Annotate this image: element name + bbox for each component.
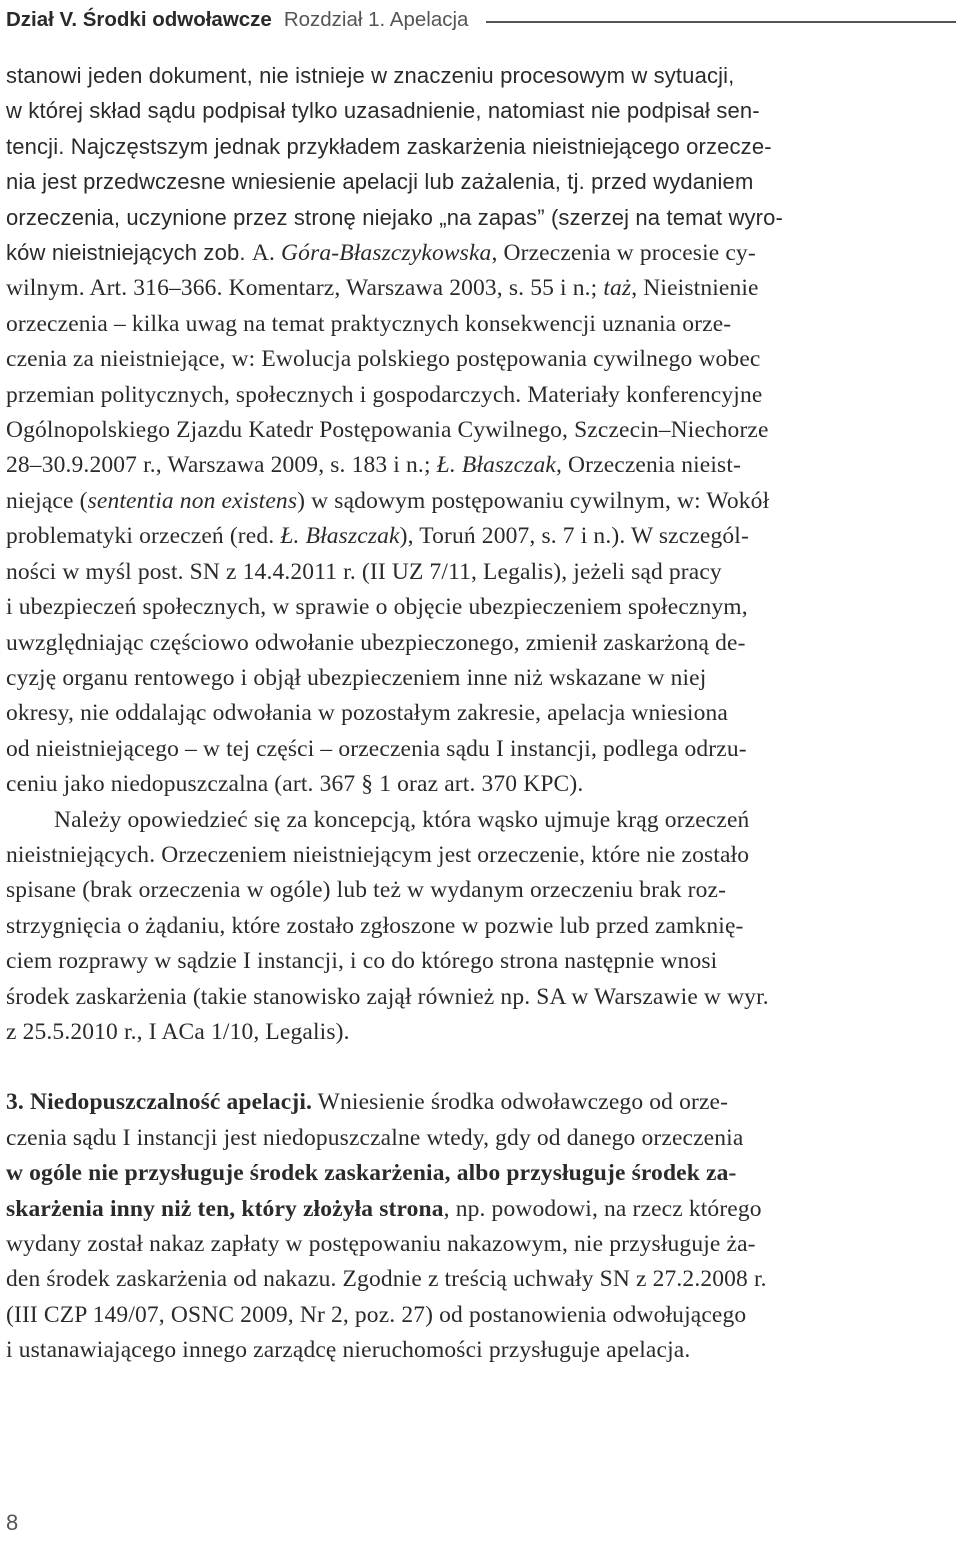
text-line: Ogólnopolskiego Zjazdu Katedr Postępowania Cywilnego, Szczecin–Niechorze [6,417,769,444]
text-line: ności w myśl post. SN z 14.4.2011 r. (II UZ 7/11, Legalis), jeżeli sąd pracy [6,558,722,585]
text-line: problematyki orzeczeń (red. Ł. Błaszczak), Toruń 2007, s. 7 i n.). W szczegól- [6,523,749,550]
running-head-rule [486,21,956,22]
text-line: czenia za nieistniejące, w: Ewolucja polskiego postępowania cywilnego wobec [6,346,761,373]
running-head [6,5,956,35]
text-line: okresy, nie oddalając odwołania w pozostałym zakresie, apelacja wniesiona [6,700,728,727]
body-text [6,58,956,1369]
running-head-chapter: Rozdział 1. Apelacja [283,8,469,31]
text-line: orzeczenia – kilka uwag na temat praktycznych konsekwencji uznania orze- [6,310,732,337]
text-line: tencji. Najczęstszym jednak przykładem zaskarżenia nieistniejącego orzecze- [6,133,772,159]
text-line: i ustanawiającego innego zarządcę nieruchomości przysługuje apelacja. [6,1337,691,1364]
text-line: skarżenia inny niż ten, który złożyła strona, np. powodowi, na rzecz którego [6,1195,762,1222]
author-name: Góra-Błaszczykowska [281,240,492,267]
text-line: spisane (brak orzeczenia w ogóle) lub też w wydanym orzeczeniu brak roz- [6,877,727,904]
text-line: nia jest przedwczesne wniesienie apelacji lub zażalenia, tj. przed wydaniem [6,169,754,195]
author-name: Ł. Błaszczak [436,452,556,479]
text-line: cyzję organu rentowego i objął ubezpieczeniem inne niż wskazane w niej [6,664,707,691]
text-line: 28–30.9.2007 r., Warszawa 2009, s. 183 i n.; Ł. Błaszczak, Orzeczenia nieist- [6,452,741,479]
text-line: w której skład sądu podpisał tylko uzasadnienie, natomiast nie podpisał sen- [6,98,760,124]
text-line: wydany został nakaz zapłaty w postępowaniu nakazowym, nie przysługuje ża- [6,1231,756,1257]
text-line: ceniu jako niedopuszczalna (art. 367 § 1 oraz art. 370 KPC). [6,771,584,798]
text-line: uwzględniając częściowo odwołanie ubezpieczonego, zmienił zaskarżoną de- [6,629,746,656]
text-line: z 25.5.2010 r., I ACa 1/10, Legalis). [6,1018,350,1045]
text-line: środek zaskarżenia (takie stanowisko zajął również np. SA w Warszawie w wyr. [6,983,769,1010]
text-line: niejące (sententia non existens) w sądowym postępowaniu cywilnym, w: Wokół [6,487,770,514]
running-head-part: Dział V. Środki odwoławcze [6,8,272,31]
text-line: ków nieistniejących zob. A. Góra-Błaszczykowska, Orzeczenia w procesie cy- [6,240,756,267]
text-line: od nieistniejącego – w tej części – orzeczenia sądu I instancji, podlega odrzu- [6,735,747,762]
section-heading: 3. Niedopuszczalność apelacji. [6,1089,313,1116]
text-line: Należy opowiedzieć się za koncepcją, która wąsko ujmuje krąg orzeczeń [54,806,750,833]
text-line: strzygnięcia o żądaniu, które zostało zgłoszone w pozwie lub przed zamknię- [6,912,744,939]
text-line: przemian politycznych, społecznych i gospodarczych. Materiały konferencyjne [6,381,763,408]
text-line: i ubezpieczeń społecznych, w sprawie o objęcie ubezpieczeniem społecznym, [6,594,748,621]
text-line: w ogóle nie przysługuje środek zaskarżenia, albo przysługuje środek za- [6,1160,737,1187]
text-line: 3. Niedopuszczalność apelacji. Wniesienie środka odwoławczego od orze- [6,1089,729,1116]
text-line: nieistniejących. Orzeczeniem nieistniejącym jest orzeczenie, które nie zostało [6,841,750,868]
text-line: orzeczenia, uczynione przez stronę niejako „na zapas” (szerzej na temat wyro- [6,204,784,230]
text-line: ciem rozprawy w sądzie I instancji, i co do którego strona następnie wnosi [6,948,718,975]
text-line: (III CZP 149/07, OSNC 2009, Nr 2, poz. 27) od postanowienia odwołującego [6,1301,747,1328]
text-line: wilnym. Art. 316–366. Komentarz, Warszawa 2003, s. 55 i n.; taż, Nieistnienie [6,275,759,302]
text-line: den środek zaskarżenia od nakazu. Zgodnie z treścią uchwały SN z 27.2.2008 r. [6,1266,767,1293]
text-line: stanowi jeden dokument, nie istnieje w znaczeniu procesowym w sytuacji, [6,63,735,88]
text-line: czenia sądu I instancji jest niedopuszczalne wtedy, gdy od danego orzeczenia [6,1124,744,1151]
author-name: Ł. Błaszczak [280,523,400,550]
page-number: 8 [6,1510,19,1535]
